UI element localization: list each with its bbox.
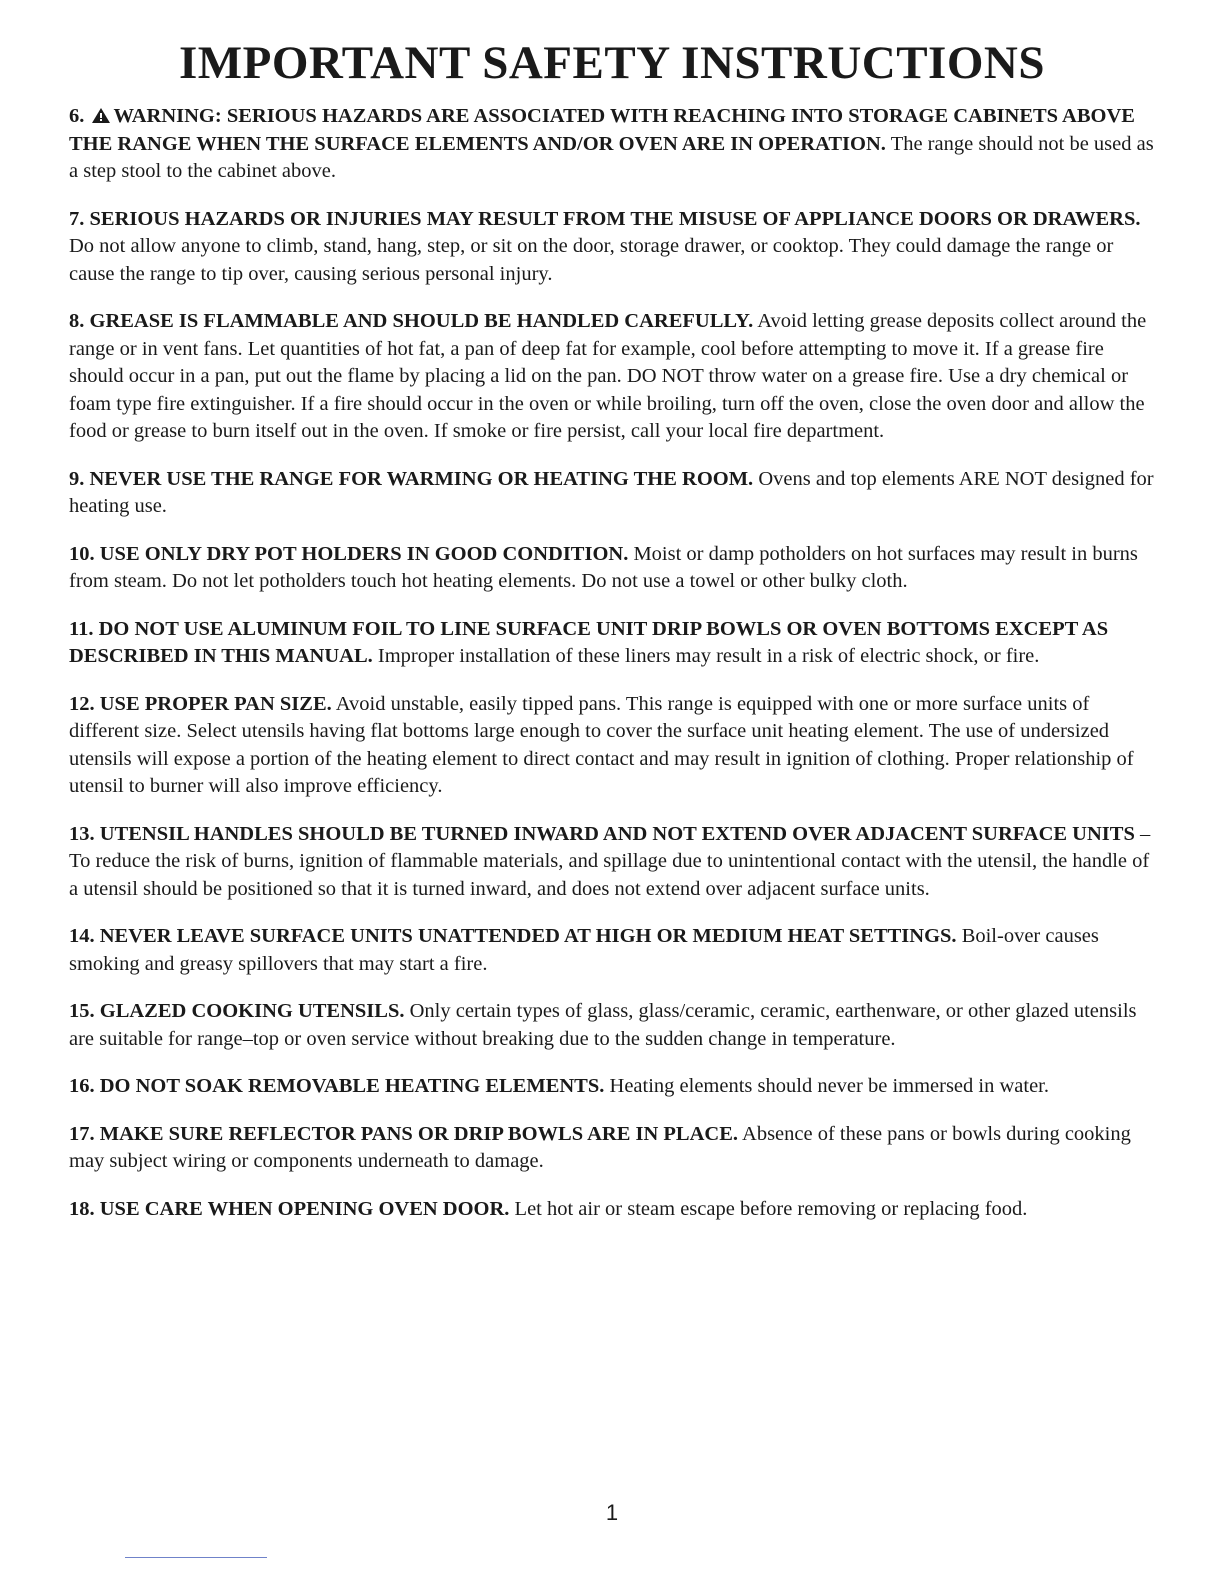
item-body: – To reduce the risk of burns, ignition of flammable materials, and spillage due to unintentional contact with the utensil, the handle of a utensil should be positioned so that it is turned inward, and does not extend over adjacent surface units.	[69, 822, 1151, 900]
instruction-item-11	[69, 616, 1154, 671]
item-number: 11.	[69, 617, 94, 640]
item-number: 7.	[69, 207, 85, 230]
item-body: Ovens and top elements ARE NOT designed for heating use.	[69, 467, 1154, 517]
item-heading: DO NOT SOAK REMOVABLE HEATING ELEMENTS.	[99, 1075, 605, 1097]
instruction-item-7	[69, 206, 1154, 289]
item-number: 9.	[69, 467, 85, 490]
item-heading: USE ONLY DRY POT HOLDERS IN GOOD CONDITION.	[99, 542, 629, 565]
instruction-item-18	[69, 1196, 1154, 1224]
page-number: 1	[605, 1500, 619, 1525]
item-body: Do not allow anyone to climb, stand, hang, step, or sit on the door, storage drawer, or cooktop. They could damage the range or cause the range to tip over, causing serious personal injury.	[69, 235, 1114, 285]
item-heading: GREASE IS FLAMMABLE AND SHOULD BE HANDLED CAREFULLY.	[89, 310, 754, 332]
item-heading: USE CARE WHEN OPENING OVEN DOOR.	[99, 1197, 510, 1220]
item-body: Boil-over causes smoking and greasy spillovers that may start a fire.	[69, 925, 1099, 975]
instruction-item-17	[69, 1121, 1154, 1176]
item-number: 17.	[69, 1122, 95, 1145]
item-body: Improper installation of these liners may result in a risk of electric shock, or fire.	[377, 645, 1040, 667]
item-number: 6.	[69, 105, 85, 127]
item-number: 18.	[69, 1197, 95, 1220]
footer-rule	[125, 1557, 267, 1558]
item-heading: DO NOT USE ALUMINUM FOIL TO LINE SURFACE UNIT DRIP BOWLS OR OVEN BOTTOMS EXCEPT AS DESCRIBED IN THIS MANUAL.	[69, 617, 1109, 667]
item-heading: UTENSIL HANDLES SHOULD BE TURNED INWARD AND NOT EXTEND OVER ADJACENT SURFACE UNITS	[99, 822, 1135, 845]
item-heading: USE PROPER PAN SIZE.	[99, 692, 332, 715]
instruction-item-6	[69, 103, 1154, 186]
item-heading: NEVER LEAVE SURFACE UNITS UNATTENDED AT HIGH OR MEDIUM HEAT SETTINGS.	[99, 925, 957, 947]
item-body: Moist or damp potholders on hot surfaces may result in burns from steam. Do not let potholders touch hot heating elements. Do not use a towel or other bulky cloth.	[69, 542, 1138, 592]
item-body: Avoid unstable, easily tipped pans. This range is equipped with one or more surface units of different size. Select utensils having flat bottoms large enough to cover the surface unit heating element. The use of undersized utensils will expose a portion of the heating element to direct contact and may result in ignition of clothing. Proper relationship of utensil to burner will also improve efficiency.	[69, 692, 1134, 797]
item-body: Avoid letting grease deposits collect around the range or in vent fans. Let quantities of hot fat, a pan of deep fat for example, cool before attempting to move it. If a grease fire should occur in a pan, put out the flame by placing a lid on the pan. DO NOT throw water on a grease fire. Use a dry chemical or foam type fire extinguisher. If a fire should occur in the oven or while broiling, turn off the oven, close the oven door and allow the food or grease to burn itself out in the oven. If smoke or fire persist, call your local fire department.	[69, 310, 1147, 442]
item-heading: GLAZED COOKING UTENSILS.	[99, 1000, 405, 1022]
item-number: 15.	[69, 1000, 95, 1022]
item-heading: MAKE SURE REFLECTOR PANS OR DRIP BOWLS ARE IN PLACE.	[99, 1122, 739, 1145]
instruction-item-16	[69, 1073, 1154, 1101]
item-body: Let hot air or steam escape before removing or replacing food.	[514, 1197, 1028, 1220]
item-number: 10.	[69, 542, 95, 565]
item-number: 12.	[69, 692, 95, 715]
instruction-item-8	[69, 308, 1154, 446]
instruction-item-10	[69, 541, 1154, 596]
instruction-item-15	[69, 998, 1154, 1053]
item-number: 16.	[69, 1075, 95, 1097]
item-body: The range should not be used as a step stool to the cabinet above.	[69, 132, 1154, 182]
safety-instructions-list	[69, 103, 1154, 1243]
instruction-item-14	[69, 923, 1154, 978]
item-number: 13.	[69, 822, 95, 845]
warning-triangle-icon	[92, 108, 110, 123]
item-heading: SERIOUS HAZARDS OR INJURIES MAY RESULT FROM THE MISUSE OF APPLIANCE DOORS OR DRAWERS.	[89, 207, 1141, 230]
item-number: 8.	[69, 310, 85, 332]
item-body: Absence of these pans or bowls during cooking may subject wiring or components underneath to damage.	[69, 1122, 1131, 1172]
instruction-item-9	[69, 466, 1154, 521]
item-heading: WARNING: SERIOUS HAZARDS ARE ASSOCIATED WITH REACHING INTO STORAGE CABINETS ABOVE THE RANGE WHEN THE SURFACE ELEMENTS AND/OR OVEN ARE IN OPERATION.	[69, 105, 1135, 155]
item-number: 14.	[69, 925, 95, 947]
instruction-item-12	[69, 691, 1154, 801]
item-body: Only certain types of glass, glass/ceramic, ceramic, earthenware, or other glazed utensils are suitable for range–top or oven service without breaking due to the sudden change in temperature.	[69, 1000, 1137, 1050]
page-title: IMPORTANT SAFETY INSTRUCTIONS	[179, 37, 1045, 89]
instruction-item-13	[69, 821, 1154, 904]
item-body: Heating elements should never be immersed in water.	[609, 1075, 1049, 1097]
item-heading: NEVER USE THE RANGE FOR WARMING OR HEATING THE ROOM.	[89, 467, 754, 490]
